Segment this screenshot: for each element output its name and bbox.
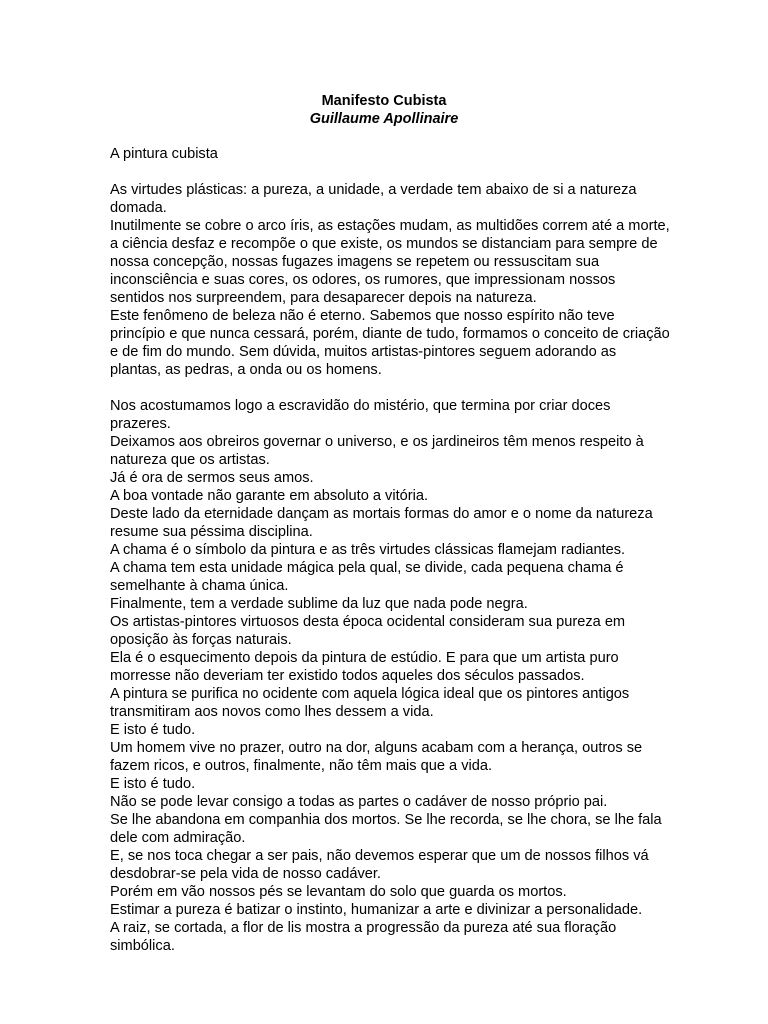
paragraph: Não se pode levar consigo a todas as partes o cadáver de nosso próprio pai. xyxy=(110,794,608,810)
paragraph: A chama é o símbolo da pintura e as três virtudes clássicas flamejam radiantes. xyxy=(110,542,626,558)
paragraph: E isto é tudo. xyxy=(110,722,196,738)
document-title: Manifesto Cubista xyxy=(321,93,447,109)
paragraph-spacer xyxy=(110,379,670,397)
paragraph: E, se nos toca chegar a ser pais, não devemos esperar que um de nossos filhos vá desdobrar-se pela vida de nosso cadáver. xyxy=(110,848,649,882)
paragraph: Já é ora de sermos seus amos. xyxy=(110,470,314,486)
paragraph: Se lhe abandona em companhia dos mortos. Se lhe recorda, se lhe chora, se lhe fala dele com admiração. xyxy=(110,812,662,846)
paragraph: Este fenômeno de beleza não é eterno. Sabemos que nosso espírito não teve princípio e que nunca cessará, porém, diante de tudo, formamos o conceito de criação e de fim do mundo. Sem dúvida, muitos artistas-pintores seguem adorando as plantas, as pedras, a onda ou os homens. xyxy=(110,308,670,378)
paragraph: A chama tem esta unidade mágica pela qual, se divide, cada pequena chama é semelhante à chama única. xyxy=(110,560,624,594)
paragraph: Estimar a pureza é batizar o instinto, humanizar a arte e divinizar a personalidade. xyxy=(110,902,643,918)
paragraph: Nos acostumamos logo a escravidão do mistério, que termina por criar doces prazeres. xyxy=(110,398,611,432)
paragraph: Porém em vão nossos pés se levantam do solo que guarda os mortos. xyxy=(110,884,567,900)
paragraph: Finalmente, tem a verdade sublime da luz que nada pode negra. xyxy=(110,596,528,612)
document-body xyxy=(110,145,670,955)
paragraph: A boa vontade não garante em absoluto a vitória. xyxy=(110,488,429,504)
paragraph: E isto é tudo. xyxy=(110,776,196,792)
paragraph: Deste lado da eternidade dançam as mortais formas do amor e o nome da natureza resume sua péssima disciplina. xyxy=(110,506,653,540)
paragraph-spacer xyxy=(110,163,670,181)
paragraph: Deixamos aos obreiros governar o universo, e os jardineiros têm menos respeito à natureza que os artistas. xyxy=(110,434,644,468)
paragraph: Ela é o esquecimento depois da pintura de estúdio. E para que um artista puro morresse não deveriam ter existido todos aqueles dos séculos passados. xyxy=(110,650,619,684)
paragraph: As virtudes plásticas: a pureza, a unidade, a verdade tem abaixo de si a natureza domada. xyxy=(110,182,637,216)
paragraph: Os artistas-pintores virtuosos desta época ocidental consideram sua pureza em oposição às forças naturais. xyxy=(110,614,626,648)
document-author: Guillaume Apollinaire xyxy=(309,111,459,127)
paragraph: Inutilmente se cobre o arco íris, as estações mudam, as multidões correm até a morte, a ciência desfaz e recompõe o que existe, os mundos se distanciam para sempre de nossa concepção, nossas fugazes imagens se repetem ou ressuscitam sua inconsciência e suas cores, os odores, os rumores, que impressionam nossos sentidos nos surpreendem, para desaparecer depois na natureza. xyxy=(110,218,670,306)
section-heading: A pintura cubista xyxy=(110,146,218,162)
paragraph: A pintura se purifica no ocidente com aquela lógica ideal que os pintores antigos transmitiram aos novos como lhes dessem a vida. xyxy=(110,686,630,720)
paragraph: A raiz, se cortada, a flor de lis mostra a progressão da pureza até sua floração simbólica. xyxy=(110,920,617,954)
paragraph: Um homem vive no prazer, outro na dor, alguns acabam com a herança, outros se fazem ricos, e outros, finalmente, não têm mais que a vida. xyxy=(110,740,643,774)
